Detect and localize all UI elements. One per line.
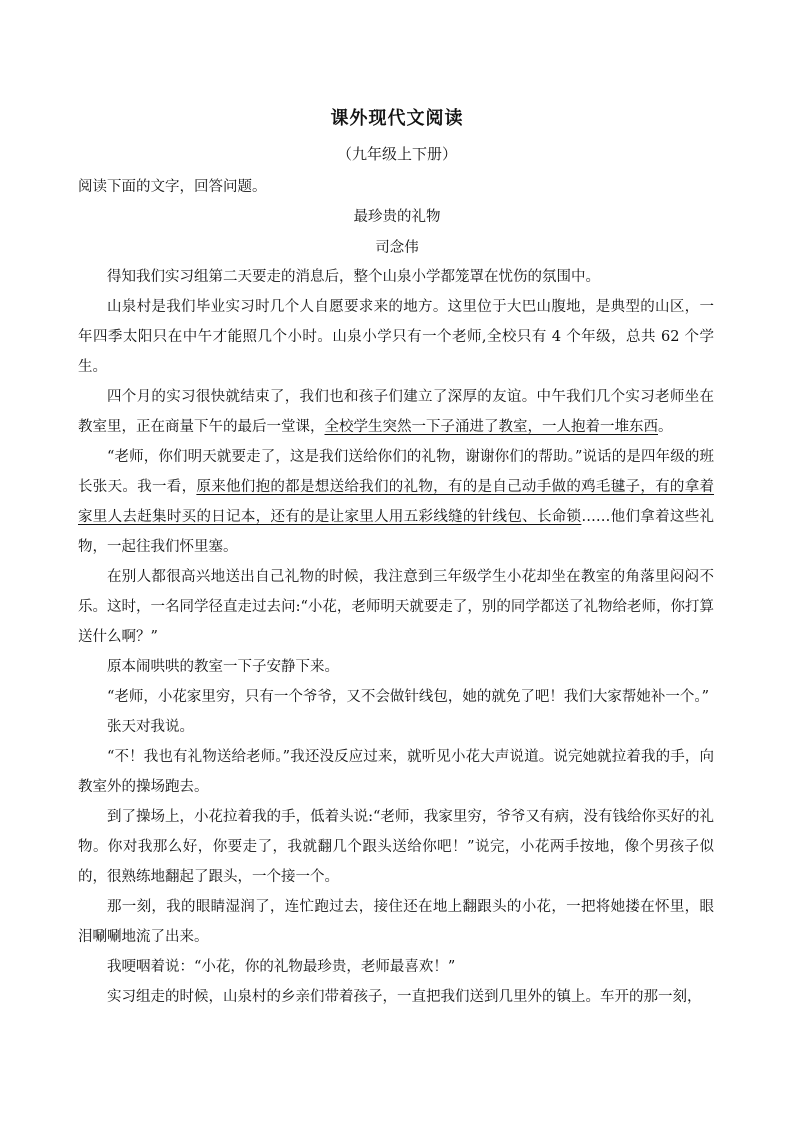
story-body (78, 262, 714, 1012)
paragraph-text: 得知我们实习组第二天要走的消息后，整个山泉小学都笼罩在忧伤的氛围中。 (107, 269, 600, 285)
paragraph-text: 张天对我说。 (107, 719, 194, 735)
underlined-passage: 原来他们抱的都是想送给我们的礼物，有的是自己动手做的鸡毛毽子，有的拿着家里人去赶集时买的日记本，还有的是让家里人用五彩线缝的针线包、长命锁 (78, 479, 715, 525)
paragraph-text: 。 (658, 419, 673, 435)
story-paragraph (78, 382, 714, 442)
story-paragraph (78, 952, 714, 982)
paragraph-text: “不！我也有礼物送给老师。”我还没反应过来，就听见小花大声说道。说完她就拉着我的手，向教室外的操场跑去。 (78, 749, 714, 795)
paragraph-text: 那一刻，我的眼睛湿润了，连忙跑过去，接住还在地上翻跟头的小花，一把将她搂在怀里，眼泪唰唰地流了出来。 (78, 899, 714, 945)
story-paragraph (78, 442, 714, 562)
paragraph-text: “老师，你们明天就要走了，这是我们送给你们的礼物，谢谢你们的帮助。”说话的是四年级的班长张天。我一看， (78, 449, 714, 495)
story-paragraph (78, 682, 714, 712)
reading-instruction: 阅读下面的文字，回答问题。 (78, 179, 267, 195)
story-paragraph (78, 652, 714, 682)
paragraph-text: 我哽咽着说：“小花，你的礼物最珍贵，老师最喜欢！” (107, 959, 456, 975)
paragraph-text: 实习组走的时候，山泉村的乡亲们带着孩子，一直把我们送到几里外的镇上。车开的那一刻， (107, 989, 702, 1005)
paragraph-text: 到了操场上，小花拉着我的手，低着头说:“老师，我家里穷，爷爷又有病，没有钱给你买好的礼物。你对我那么好，你要走了，我就翻几个跟头送给你吧！”说完，小花两手按地，像个男孩子似的，很熟练地翻起了跟头，一个接一个。 (78, 809, 714, 885)
paragraph-text: “老师，小花家里穷，只有一个爷爷，又不会做针线包，她的就免了吧！我们大家帮她补一个。” (107, 689, 710, 705)
story-author: 司念伟 (375, 240, 419, 256)
story-paragraph (78, 712, 714, 742)
paragraph-text: 山泉村是我们毕业实习时几个人自愿要求来的地方。这里位于大巴山腹地，是典型的山区，一年四季太阳只在中午才能照几个小时。山泉小学只有一个老师,全校只有 4 个年级，总共 62 个学生。 (78, 299, 714, 375)
story-paragraph (78, 562, 714, 652)
page-subtitle: （九年级上下册） (336, 145, 457, 163)
paragraph-text: ……他们拿着这些礼物，一起往我们怀里塞。 (78, 509, 715, 555)
story-paragraph (78, 802, 714, 892)
story-title: 最珍贵的礼物 (353, 209, 441, 225)
story-paragraph (78, 742, 714, 802)
paragraph-text: 原本闹哄哄的教室一下子安静下来。 (107, 659, 339, 675)
story-paragraph (78, 262, 714, 292)
paragraph-text: 在别人都很高兴地送出自己礼物的时候，我注意到三年级学生小花却坐在教室的角落里闷闷不乐。这时，一名同学径直走过去问:“小花，老师明天就要走了，别的同学都送了礼物给老师，你打算送什么啊？” (78, 569, 714, 645)
underlined-passage: 全校学生突然一下子涌进了教室，一人抱着一堆东西 (324, 419, 658, 435)
story-paragraph (78, 892, 714, 952)
story-paragraph (78, 982, 714, 1012)
story-paragraph (78, 292, 714, 382)
page-title: 课外现代文阅读 (330, 108, 464, 129)
paragraph-text: 四个月的实习很快就结束了，我们也和孩子们建立了深厚的友谊。中午我们几个实习老师坐在教室里，正在商量下午的最后一堂课， (78, 389, 714, 435)
